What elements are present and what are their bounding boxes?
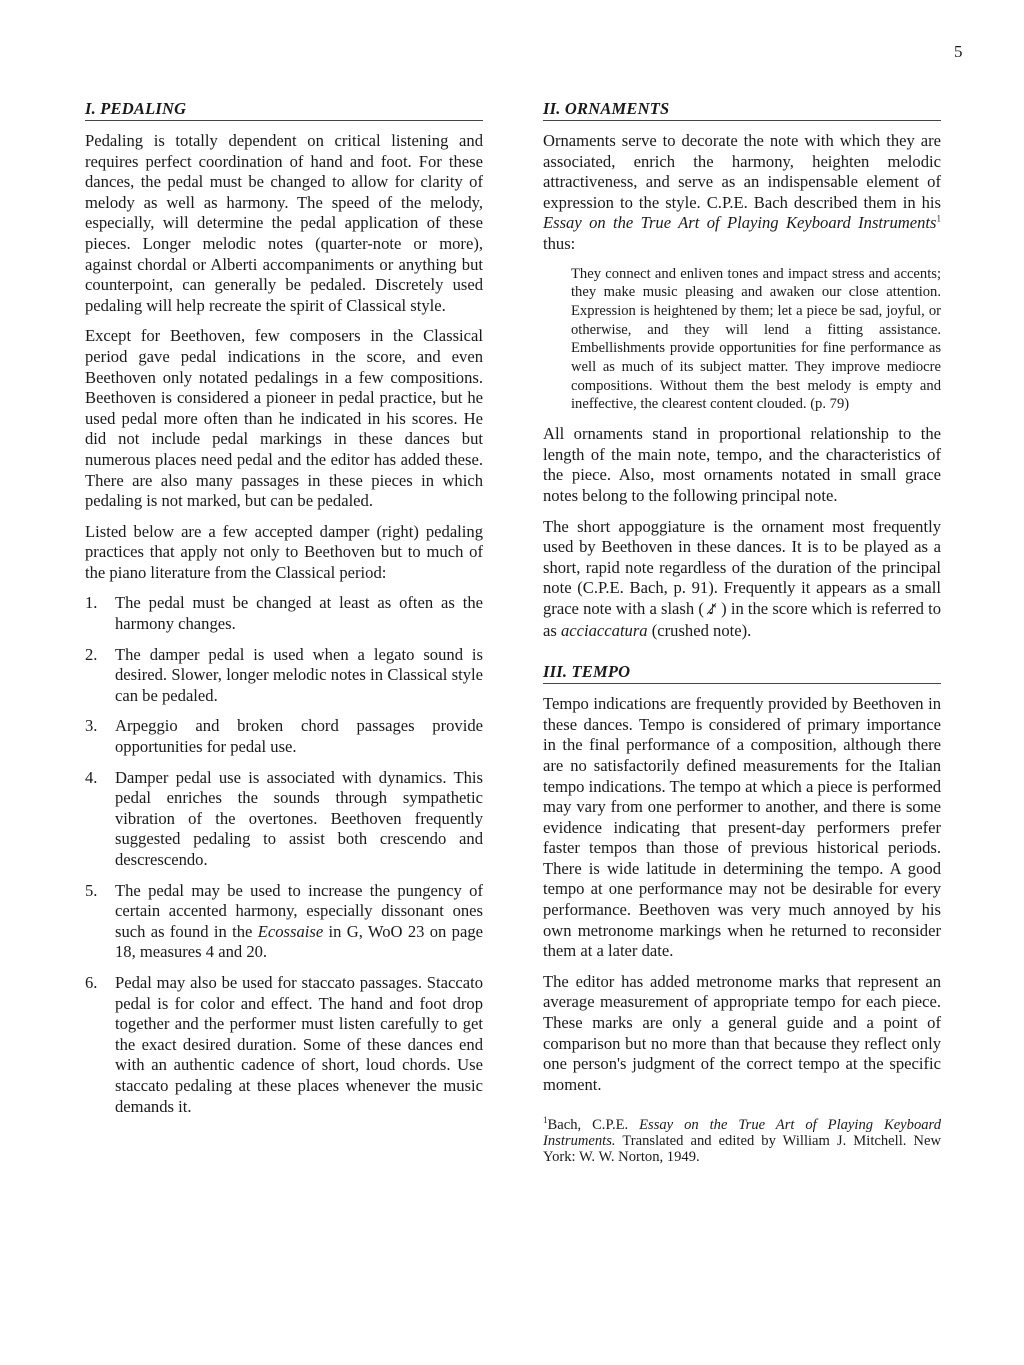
list-item-text: Arpeggio and broken chord passages provide opportunities for pedal use. xyxy=(115,716,483,757)
list-item-text: The pedal may be used to increase the pungency of certain accented harmony, especially dissonant ones such as found in the xyxy=(115,880,483,941)
text: ) in the score which is referred to as xyxy=(543,598,941,640)
list-item xyxy=(85,593,483,634)
list-item-number: 4. xyxy=(85,767,98,787)
footnote-reference: 1 xyxy=(936,213,941,224)
list-item xyxy=(85,881,483,963)
list-item xyxy=(85,716,483,757)
ornaments-paragraph-2: All ornaments stand in proportional relationship to the length of the main note, tempo, and the characteristics of the piece. Also, most ornaments notated in small grace notes belong to the following principal note. xyxy=(543,424,941,505)
footnote xyxy=(543,1117,941,1165)
list-item-text: Pedal may also be used for staccato passages. Staccato pedal is for color and effect. The hand and foot drop together and the performer must listen carefully to get the exact desired duration. Some of these dances end with an authentic cadence of short, loud chords. Use staccato pedaling at these places whenever the music demands it. xyxy=(115,972,483,1116)
section-heading-ornaments: II. ORNAMENTS xyxy=(543,100,941,121)
left-column xyxy=(85,100,483,1127)
list-item-number: 3. xyxy=(85,716,98,736)
list-item xyxy=(85,768,483,871)
block-quote: They connect and enliven tones and impact stress and accents; they make music pleasing and awaken our close attention. Expression is heightened by them; let a piece be sad, joyful, or otherwise, and they will lend a fitting assistance. Embellishments provide opportunities for fine performance as well as much of its subject matter. They improve mediocre compositions. Without them the best melody is empty and ineffective, the clearest content clouded. (p. 79) xyxy=(571,265,941,413)
list-item-text: The pedal must be changed at least as often as the harmony changes. xyxy=(115,593,483,634)
text: Bach, C.P.E. xyxy=(547,1117,640,1134)
text: The short appoggiature is the ornament most frequently used by Beethoven in these dances. It is to be played as a short, rapid note regardless of the duration of the principal note (C.P.E. Bach, p. 91). Frequently it appears as a small grace note with a slash ( xyxy=(543,516,941,618)
ornaments-paragraph-1 xyxy=(543,131,941,255)
list-item xyxy=(85,973,483,1117)
right-column xyxy=(543,100,941,1165)
footnote-marker: 1 xyxy=(543,1115,548,1126)
list-item-number: 5. xyxy=(85,880,98,900)
text: Translated and edited by William J. Mitchell. New York: W. W. Norton, 1949. xyxy=(543,1133,941,1166)
list-item xyxy=(85,645,483,707)
essay-title: Essay on the True Art of Playing Keyboard Instruments xyxy=(543,213,937,233)
pedaling-paragraph-2: Except for Beethoven, few composers in the Classical period gave pedal indications in the score, and even Beethoven only notated pedalings in a few compositions. Beethoven is considered a pioneer in pedal practice, but he used pedal more often than he indicated in his scores. He did not include pedal markings in these dances but numerous places need pedal and the editor has added these. There are also many passages in these pieces in which pedaling is not marked, but can be pedaled. xyxy=(85,326,483,511)
list-item-number: 2. xyxy=(85,644,98,664)
list-item-number: 1. xyxy=(85,593,98,613)
tempo-paragraph-1: Tempo indications are frequently provided by Beethoven in these dances. Tempo is considered of primary importance in the final performance of a composition, although there are no satisfactorily defined measurements for the Italian tempo indications. The tempo at which a piece is performed may vary from one performer to another, and there is some evidence indicating that present-day performers prefer faster tempos than those of previous historical periods. There is wide latitude in determining the tempo. A good tempo at one performance may not be desirable for every performance. Beethoven was very much annoyed by his own metronome markings when he returned to reconsider them at a later date. xyxy=(543,694,941,961)
grace-note-slash-icon: ♪̸ xyxy=(708,601,717,618)
pedaling-practices-list xyxy=(85,593,483,1117)
pedaling-paragraph-3: Listed below are a few accepted damper (right) pedaling practices that apply not only to Beethoven but to much of the piano literature from the Classical period: xyxy=(85,521,483,582)
list-item-text: The damper pedal is used when a legato sound is desired. Slower, longer melodic notes in Classical style can be pedaled. xyxy=(115,644,483,705)
text: (crushed note). xyxy=(647,620,752,640)
list-item-text: Damper pedal use is associated with dynamics. This pedal enriches the sounds through sympathetic vibration of the overtones. Beethoven frequently suggested pedaling to assist both crescendo and descrescendo. xyxy=(115,767,483,869)
page-number: 5 xyxy=(954,42,963,61)
list-item-text: in G, WoO 23 on page 18, measures 4 and 20. xyxy=(115,921,483,962)
tempo-paragraph-2: The editor has added metronome marks that represent an average measurement of appropriate tempo for each piece. These marks are only a general guide and a point of comparison but no more than that because they reflect only one person's judgment of the correct tempo at the specific moment. xyxy=(543,971,941,1094)
section-heading-tempo: III. TEMPO xyxy=(543,663,941,684)
text: thus: xyxy=(543,233,576,253)
list-item-number: 6. xyxy=(85,972,98,992)
ornaments-paragraph-3 xyxy=(543,517,941,642)
text: Ornaments serve to decorate the note with which they are associated, enrich the harmony, heighten melodic attractiveness, and serve as an indispensable element of expression to the style. C.P.E. Bach described them in his xyxy=(543,131,941,212)
section-heading-pedaling: I. PEDALING xyxy=(85,100,483,121)
acciaccatura-term: acciaccatura xyxy=(560,620,648,640)
ecossaise-title: Ecossaise xyxy=(257,921,324,941)
pedaling-paragraph-1: Pedaling is totally dependent on critical listening and requires perfect coordination of hand and foot. For these dances, the pedal must be changed to allow for clarity of melody as well as harmony. The speed of the melody, especially, will determine the pedal application of these pieces. Longer melodic notes (quarter-note or more), against chordal or Alberti accompaniments or anything but counterpoint, can generally be pedaled. Discretely used pedaling will help recreate the spirit of Classical style. xyxy=(85,131,483,315)
footnote-title: Essay on the True Art of Playing Keyboard Instruments. xyxy=(543,1117,941,1150)
